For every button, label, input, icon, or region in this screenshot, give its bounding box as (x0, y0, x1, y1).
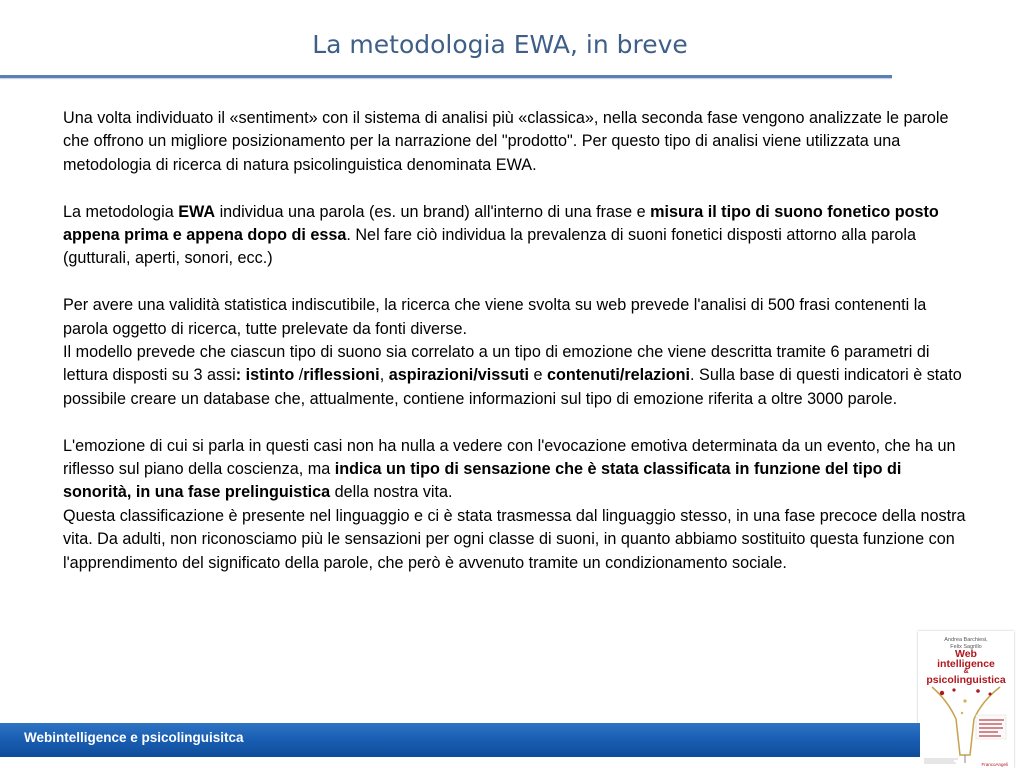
slide-body (63, 107, 968, 598)
paragraph-2-text: individua una parola (es. un brand) all'interno di una frase e (215, 202, 651, 221)
paragraph-3-text: e (529, 366, 548, 385)
paragraph-3-text: , (379, 366, 389, 385)
paragraph-2-bold-ewa: EWA (178, 202, 216, 221)
book-author-2: Felix Sagrillo (950, 644, 982, 650)
paragraph-2 (63, 201, 968, 271)
footer-divider (0, 757, 920, 768)
paragraph-3-text: Per avere una validità statistica indiscutibile, la ricerca che viene svolta su web prevede l'analisi di 500 frasi contenenti la parola oggetto di ricerca, tutte prelevate da fonti diverse. (63, 296, 927, 338)
title-divider (0, 75, 892, 78)
footer-label: Webintelligence e psicolinguisitca (24, 730, 244, 745)
paragraph-4 (63, 435, 968, 575)
paragraph-3-bold-contenuti: contenuti/relazioni (547, 366, 691, 385)
paragraph-3-bold-riflessioni: riflessioni (303, 366, 380, 385)
book-title-line: psicolinguistica (926, 674, 1006, 686)
paragraph-4-bold-phrase: indica un tipo di sensazione che è stata classificata in funzione del tipo di sonorità, in una fase prelinguistica (63, 460, 902, 502)
paragraph-4-text: Questa classificazione è presente nel linguaggio e ci è stata trasmessa dal linguaggio stesso, in una fase precoce della nostra vita. Da adulti, non riconosciamo più le sensazioni per ogni classe di suoni, in quanto abbiamo sostituito questa funzione con l'apprendimento del significato della parole, che però è avvenuto tramite un condizionamento sociale. (63, 506, 966, 572)
paragraph-4-text: L'emozione di cui si parla in questi casi non ha nulla a vedere con l'evocazione emotiva determinata da un evento, che ha un riflesso sul piano della coscienza, ma (63, 436, 956, 479)
book-cover-image (918, 631, 1014, 768)
paragraph-3-text: Il modello prevede che ciascun tipo di suono sia correlato a un tipo di emozione che viene descritta tramite 6 parametri di lettura disposti su 3 assi (63, 343, 930, 385)
paragraph-3 (63, 294, 968, 411)
book-author-1: Andrea Barchiesi, (944, 637, 988, 643)
book-title-line: Web (955, 648, 977, 660)
paragraph-3-bold-aspirazioni: aspirazioni/vissuti (388, 366, 530, 385)
paragraph-4-text: della nostra vita. (330, 483, 453, 502)
book-funnel-illustration (918, 685, 1014, 768)
paragraph-2-text: La metodologia (63, 202, 179, 221)
book-title (918, 649, 1014, 685)
paragraph-1: Una volta individuato il «sentiment» con il sistema di analisi più «classica», nella seconda fase vengono analizzate le parole che offrono un migliore posizionamento per la narrazione del "prodotto". Per questo tipo di analisi viene utilizzata una metodologia di ricerca di natura psicolinguistica denominata EWA. (63, 109, 949, 174)
book-title-line: & (963, 668, 969, 675)
book-title-line: intelligence (937, 658, 995, 670)
book-publisher: FrancoAngeli (981, 762, 1008, 767)
paragraph-3-text: . Sulla base di questi indicatori è stato possibile creare un database che, attualmente, contiene informazioni sul tipo di emozione riferita a oltre 3000 parole. (63, 366, 962, 408)
paragraph-2-text: . Nel fare ciò individua la prevalenza di suoni fonetici disposti attorno alla parola (gutturali, aperti, sonori, ecc.) (63, 226, 916, 268)
paragraph-3-text: / (294, 366, 304, 385)
paragraph-3-bold-istinto: : istinto (235, 366, 295, 385)
paragraph-2-bold-phrase: misura il tipo di suono fonetico posto appena prima e appena dopo di essa (63, 202, 939, 245)
slide-title: La metodologia EWA, in breve (312, 30, 688, 59)
